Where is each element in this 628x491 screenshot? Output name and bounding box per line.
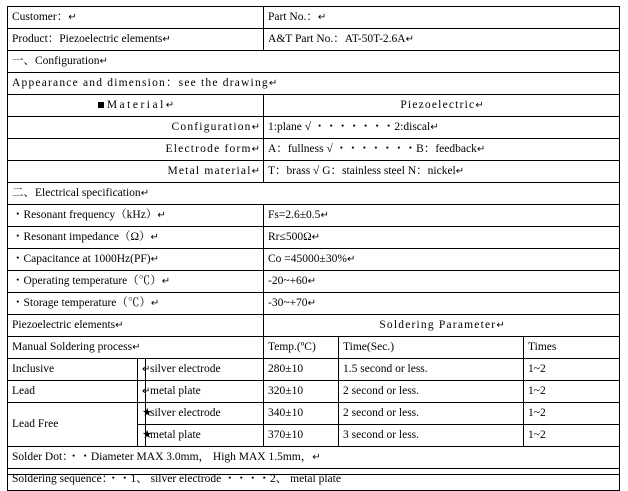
solder-row-item-0 — [146, 359, 264, 381]
table-row — [8, 7, 620, 29]
pilcrow-icon: ↵ — [475, 99, 484, 111]
solder-times-value-1: 1~2 — [528, 384, 546, 397]
solder-group-label-0: Inclusive — [12, 362, 55, 375]
solder-temp-value-0: 280±10 — [268, 362, 304, 375]
configuration-label-cell — [8, 117, 264, 139]
spec-table — [7, 6, 620, 491]
solder-times-value-3: 1~2 — [528, 428, 546, 441]
part-no-cell — [264, 7, 620, 29]
capacitance-label-cell — [8, 249, 264, 271]
solder-row-group-1 — [8, 381, 138, 403]
pilcrow-icon: ↵ — [142, 363, 151, 375]
electrode-form-label-cell — [8, 139, 264, 161]
pilcrow-icon: ↵ — [251, 121, 261, 133]
column-header-temp-label: Temp.(ºC) — [268, 340, 316, 353]
soldering-title-left-cell — [8, 315, 264, 337]
capacitance-value: Co =45000±30% — [268, 252, 347, 265]
solder-time-value-3: 3 second or less. — [343, 428, 420, 441]
resonant-impedance-value: Rr≤500Ω — [268, 230, 312, 243]
solder-row-mark-1 — [138, 381, 151, 403]
pilcrow-icon: ↵ — [268, 77, 278, 89]
storage-temperature-label-cell — [8, 293, 264, 315]
table-row — [8, 73, 620, 95]
solder-time-value-2: 2 second or less. — [343, 406, 420, 419]
pilcrow-icon: ↵ — [455, 165, 465, 177]
table-row — [8, 447, 620, 469]
table-row — [8, 51, 620, 73]
electrode-form-value-cell — [264, 139, 620, 161]
appearance-text: Appearance and dimension：see the drawing — [12, 76, 269, 89]
section2-title: 二、Electrical specification — [12, 186, 141, 199]
material-value: Piezoelectric — [400, 98, 476, 111]
pilcrow-icon: ↵ — [312, 451, 321, 463]
configuration-value: 1:plane √ ・・・・・・・2:discal — [268, 120, 431, 133]
storage-temperature-label: ・Storage temperature（℃） — [12, 296, 151, 309]
resonant-impedance-label: ・Resonant impedance（Ω） — [12, 230, 151, 243]
manual-process-label: Manual Soldering process — [12, 340, 133, 353]
solder-times-value-2: 1~2 — [528, 406, 546, 419]
section1-title: 一、Configuration — [12, 54, 100, 67]
column-header-time — [339, 337, 524, 359]
solder-times-value-0: 1~2 — [528, 362, 546, 375]
pilcrow-icon: ↵ — [251, 165, 261, 177]
material-label-cell — [8, 95, 264, 117]
material-value-cell — [264, 95, 620, 117]
table-row — [8, 271, 620, 293]
table-row — [8, 139, 620, 161]
at-part-no-value: A&T Part No.：AT-50T-2.6A — [268, 32, 406, 45]
solder-temp-value-2: 340±10 — [268, 406, 304, 419]
metal-material-value: T：brass √ G：stainless steel N：nickel — [268, 164, 456, 177]
operating-temperature-label: ・Operating temperature（℃） — [12, 274, 162, 287]
solder-row-time-0 — [339, 359, 524, 381]
solder-item-label-0: silver electrode — [150, 362, 221, 375]
table-row — [8, 29, 620, 51]
product-label: Product：Piezoelectric elements — [12, 32, 163, 45]
solder-item-label-2: silver electrode — [150, 406, 221, 419]
section2-title-cell — [8, 183, 620, 205]
operating-temperature-label-cell — [8, 271, 264, 293]
customer-cell — [8, 7, 264, 29]
solder-row-times-0 — [524, 359, 620, 381]
solder-row-temp-1 — [264, 381, 339, 403]
storage-temperature-value-cell — [264, 293, 620, 315]
solder-row-temp-0 — [264, 359, 339, 381]
storage-temperature-value: -30~+70 — [268, 296, 308, 309]
solder-temp-value-1: 320±10 — [268, 384, 304, 397]
table-row — [8, 161, 620, 183]
solder-row-item-1 — [146, 381, 264, 403]
table-row — [8, 205, 620, 227]
operating-temperature-value-cell — [264, 271, 620, 293]
column-header-times — [524, 337, 620, 359]
resonant-impedance-value-cell — [264, 227, 620, 249]
manual-process-cell — [8, 337, 264, 359]
pilcrow-icon: ↵ — [140, 187, 150, 199]
table-row — [8, 117, 620, 139]
customer-label: Customer： — [12, 10, 69, 23]
resonant-impedance-label-cell — [8, 227, 264, 249]
soldering-sequence-cell — [8, 469, 620, 491]
metal-material-label: Metal material — [167, 164, 252, 177]
solder-item-label-3: metal plate — [150, 428, 201, 441]
pilcrow-icon: ↵ — [99, 55, 108, 67]
pilcrow-icon: ↵ — [142, 385, 151, 397]
resonant-frequency-value: Fs=2.6±0.5 — [268, 208, 321, 221]
pilcrow-icon: ↵ — [320, 209, 329, 221]
electrode-form-label: Electrode form — [165, 142, 252, 155]
capacitance-value-cell — [264, 249, 620, 271]
solder-dot-cell — [8, 447, 620, 469]
solder-row-time-1 — [339, 381, 524, 403]
solder-row-time-2 — [339, 403, 524, 425]
pilcrow-icon: ↵ — [307, 275, 316, 287]
solder-temp-value-3: 370±10 — [268, 428, 304, 441]
solder-row-item-2 — [146, 403, 264, 425]
solder-row-group-2 — [8, 403, 138, 447]
solder-row-mark-0 — [138, 359, 151, 381]
solder-row-temp-2 — [264, 403, 339, 425]
pilcrow-icon: ↵ — [150, 231, 159, 243]
table-row — [8, 359, 620, 381]
pilcrow-icon: ↵ — [165, 99, 175, 111]
solder-row-times-1 — [524, 381, 620, 403]
pilcrow-icon: ↵ — [496, 319, 505, 331]
table-row — [8, 183, 620, 205]
table-row — [8, 293, 620, 315]
part-no-label: Part No.： — [268, 10, 318, 23]
solder-row-group-0 — [8, 359, 138, 381]
capacitance-label: ・Capacitance at 1000Hz(PF) — [12, 252, 151, 265]
material-label: Material — [106, 98, 166, 111]
column-header-temp — [264, 337, 339, 359]
metal-material-label-cell — [8, 161, 264, 183]
solder-row-star-2 — [138, 403, 153, 425]
solder-row-item-3 — [146, 425, 264, 447]
pilcrow-icon: ↵ — [150, 253, 159, 265]
section1-title-cell — [8, 51, 620, 73]
solder-dot-text: Solder Dot：・・Diameter MAX 3.0mm， High MAX 1.5mm， — [12, 450, 313, 463]
pilcrow-icon: ↵ — [346, 253, 356, 265]
soldering-sequence-text: Soldering sequence：・・1、 silver electrode ・・・・2、 metal plate — [12, 472, 341, 485]
solder-time-value-0: 1.5 second or less. — [343, 362, 428, 375]
solder-row-time-3 — [339, 425, 524, 447]
table-row — [8, 469, 620, 491]
configuration-value-cell — [264, 117, 620, 139]
soldering-title-left: Piezoelectric elements — [12, 318, 116, 331]
table-row — [8, 403, 620, 425]
table-row — [8, 249, 620, 271]
solder-time-value-1: 2 second or less. — [343, 384, 420, 397]
star-icon: ★ — [142, 428, 153, 441]
table-row — [8, 227, 620, 249]
configuration-label: Configuration — [171, 120, 252, 133]
electrode-form-value: A：fullness √ ・・・・・・・B：feedback — [268, 142, 477, 155]
solder-group-label-1: Lead — [12, 384, 35, 397]
pilcrow-icon: ↵ — [251, 143, 261, 155]
solder-row-times-3 — [524, 425, 620, 447]
pilcrow-icon: ↵ — [161, 275, 171, 287]
pilcrow-icon: ↵ — [405, 33, 414, 45]
solder-item-label-1: metal plate — [150, 384, 201, 397]
pilcrow-icon: ↵ — [150, 297, 160, 309]
table-row — [8, 337, 620, 359]
operating-temperature-value: -20~+60 — [268, 274, 308, 287]
resonant-frequency-label: ・Resonant frequency（kHz） — [12, 208, 158, 221]
metal-material-value-cell — [264, 161, 620, 183]
pilcrow-icon: ↵ — [68, 11, 77, 23]
soldering-title-right-cell — [264, 315, 620, 337]
resonant-frequency-label-cell — [8, 205, 264, 227]
appearance-cell — [8, 73, 620, 95]
pilcrow-icon: ↵ — [317, 11, 327, 23]
pilcrow-icon: ↵ — [115, 319, 124, 331]
column-header-times-label: Times — [528, 340, 557, 353]
pilcrow-icon: ↵ — [162, 33, 171, 45]
pilcrow-icon: ↵ — [476, 143, 486, 155]
at-part-no-cell — [264, 29, 620, 51]
solder-row-star-3 — [138, 425, 153, 447]
pilcrow-icon: ↵ — [132, 341, 141, 353]
resonant-frequency-value-cell — [264, 205, 620, 227]
star-icon: ★ — [142, 406, 153, 419]
table-row — [8, 381, 620, 403]
solder-group-label-2: Lead Free — [12, 417, 59, 430]
bullet-square-icon — [98, 102, 104, 108]
pilcrow-icon: ↵ — [157, 209, 166, 221]
pilcrow-icon: ↵ — [307, 297, 316, 309]
page-bottom-divider — [7, 474, 619, 475]
product-cell — [8, 29, 264, 51]
table-row — [8, 315, 620, 337]
solder-row-times-2 — [524, 403, 620, 425]
table-row — [8, 95, 620, 117]
pilcrow-icon: ↵ — [311, 231, 321, 243]
solder-row-temp-3 — [264, 425, 339, 447]
soldering-title-right: Soldering Parameter — [379, 318, 497, 331]
column-header-time-label: Time(Sec.) — [343, 340, 395, 353]
pilcrow-icon: ↵ — [430, 121, 439, 133]
